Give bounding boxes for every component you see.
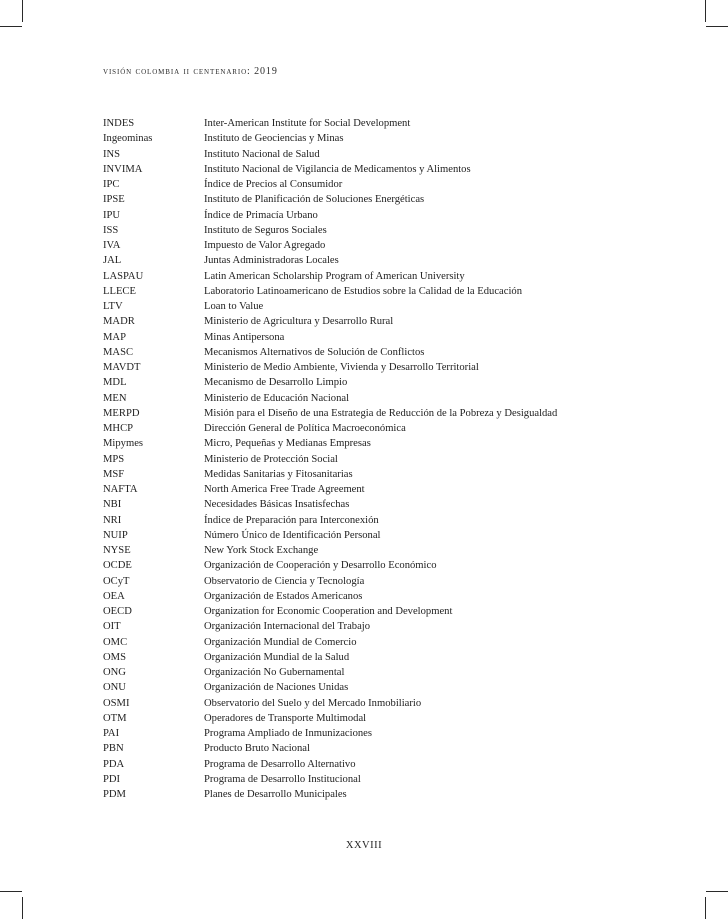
abbreviation-description: Programa de Desarrollo Alternativo (204, 758, 356, 770)
abbreviation-description: Ministerio de Medio Ambiente, Vivienda y Desarrollo Territorial (204, 362, 479, 373)
abbreviation-description: Organización de Estados Americanos (204, 590, 363, 602)
abbreviation-code: IPU (103, 209, 121, 221)
abbreviation-description: Necesidades Básicas Insatisfechas (204, 499, 350, 511)
abbreviation-description: Inter-American Institute for Social Development (204, 118, 411, 129)
abbreviation-code: LASPAU (103, 270, 144, 282)
crop-mark-top-right-horizontal (706, 26, 728, 27)
abbreviation-code: NAFTA (103, 484, 138, 495)
abbreviation-row (103, 177, 583, 192)
running-head: visión colombia ii centenario: 2019 (103, 66, 278, 77)
abbreviation-code: NYSE (103, 545, 131, 556)
abbreviation-row (103, 467, 583, 482)
abbreviation-row (103, 345, 583, 360)
abbreviation-code: INDES (103, 118, 135, 129)
abbreviation-description: Micro, Pequeñas y Medianas Empresas (204, 438, 371, 450)
abbreviation-row (103, 284, 583, 299)
abbreviation-code: MAVDT (103, 362, 141, 373)
abbreviation-code: PDM (103, 789, 126, 800)
crop-mark-bottom-right-horizontal (706, 891, 728, 892)
abbreviation-description: Misión para el Diseño de una Estrategia de Reducción de la Pobreza y Desigualdad (204, 407, 558, 419)
abbreviation-description: Minas Antipersona (204, 331, 285, 343)
abbreviation-row (103, 482, 583, 497)
abbreviation-code: OECD (103, 606, 132, 617)
abbreviation-code: INS (103, 148, 121, 160)
abbreviation-description: Número Único de Identificación Personal (204, 529, 381, 541)
abbreviation-list (103, 116, 583, 802)
abbreviation-description: Operadores de Transporte Multimodal (204, 712, 367, 724)
abbreviation-row (103, 131, 583, 146)
abbreviation-row (103, 772, 583, 787)
abbreviation-description: Organización de Naciones Unidas (204, 682, 349, 694)
abbreviation-description: Impuesto de Valor Agregado (204, 240, 326, 251)
abbreviation-description: Programa Ampliado de Inmunizaciones (204, 728, 372, 739)
crop-mark-bottom-left-horizontal (0, 891, 22, 892)
abbreviation-code: NBI (103, 499, 122, 511)
abbreviation-row (103, 421, 583, 436)
abbreviation-description: Ministerio de Protección Social (204, 453, 338, 465)
abbreviation-description: Organización de Cooperación y Desarrollo Económico (204, 560, 437, 572)
abbreviation-code: PDI (103, 773, 121, 785)
abbreviation-row (103, 452, 583, 467)
abbreviation-row (103, 711, 583, 726)
abbreviation-description: Observatorio de Ciencia y Tecnología (204, 575, 365, 587)
abbreviation-code: PDA (103, 758, 125, 770)
abbreviation-row (103, 330, 583, 345)
abbreviation-code: OEA (103, 590, 125, 602)
abbreviation-code: INVIMA (103, 163, 143, 175)
abbreviation-code: MAP (103, 331, 126, 343)
abbreviation-row (103, 635, 583, 650)
abbreviation-description: Mecanismo de Desarrollo Limpio (204, 377, 348, 389)
abbreviation-row (103, 162, 583, 177)
abbreviation-row (103, 650, 583, 665)
abbreviation-row (103, 436, 583, 451)
abbreviation-code: MEN (103, 392, 127, 404)
crop-mark-top-left-vertical (22, 0, 23, 22)
abbreviation-code: IPC (103, 179, 120, 190)
abbreviation-description: Organización No Gubernamental (204, 667, 345, 678)
abbreviation-description: Organización Mundial de Comercio (204, 636, 357, 648)
abbreviation-code: OMC (103, 636, 128, 648)
abbreviation-code: ONG (103, 667, 126, 678)
abbreviation-row (103, 208, 583, 223)
abbreviation-row (103, 406, 583, 421)
abbreviation-code: Ingeominas (103, 133, 153, 145)
abbreviation-code: LTV (103, 301, 123, 312)
abbreviation-description: New York Stock Exchange (204, 545, 319, 556)
abbreviation-row (103, 665, 583, 680)
abbreviation-description: Instituto Nacional de Vigilancia de Medicamentos y Alimentos (204, 163, 471, 175)
abbreviation-description: Índice de Preparación para Interconexión (204, 514, 379, 526)
abbreviation-row (103, 787, 583, 802)
abbreviation-row (103, 147, 583, 162)
abbreviation-description: Índice de Precios al Consumidor (204, 179, 343, 190)
abbreviation-description: Instituto de Seguros Sociales (204, 224, 327, 236)
abbreviation-code: LLECE (103, 285, 136, 297)
abbreviation-code: OMS (103, 651, 126, 663)
abbreviation-row (103, 619, 583, 634)
page-number: XXVIII (345, 840, 383, 851)
abbreviation-description: Ministerio de Agricultura y Desarrollo Rural (204, 316, 394, 328)
abbreviation-row (103, 558, 583, 573)
abbreviation-code: PAI (103, 728, 120, 739)
abbreviation-code: OIT (103, 621, 121, 633)
abbreviation-row (103, 238, 583, 253)
crop-mark-top-right-vertical (705, 0, 706, 22)
abbreviation-code: MHCP (103, 423, 134, 434)
abbreviation-description: Instituto Nacional de Salud (204, 148, 320, 160)
abbreviation-code: Mipymes (103, 438, 144, 450)
abbreviation-row (103, 680, 583, 695)
abbreviation-description: North America Free Trade Agreement (204, 484, 365, 495)
abbreviation-description: Dirección General de Política Macroeconómica (204, 423, 406, 434)
abbreviation-description: Instituto de Planificación de Soluciones Energéticas (204, 194, 425, 206)
abbreviation-code: ONU (103, 682, 126, 694)
abbreviation-description: Producto Bruto Nacional (204, 743, 310, 755)
abbreviation-description: Laboratorio Latinoamericano de Estudios sobre la Calidad de la Educación (204, 285, 522, 297)
abbreviation-description: Índice de Primacía Urbano (204, 209, 318, 221)
abbreviation-row (103, 360, 583, 375)
abbreviation-row (103, 543, 583, 558)
abbreviation-description: Juntas Administradoras Locales (204, 255, 339, 267)
abbreviation-description: Planes de Desarrollo Municipales (204, 789, 347, 800)
abbreviation-row (103, 528, 583, 543)
abbreviation-description: Instituto de Geociencias y Minas (204, 133, 344, 145)
abbreviation-description: Medidas Sanitarias y Fitosanitarias (204, 468, 353, 480)
abbreviation-code: ISS (103, 224, 119, 236)
abbreviation-row (103, 116, 583, 131)
abbreviation-code: OSMI (103, 697, 130, 709)
abbreviation-code: OCyT (103, 575, 130, 587)
crop-mark-top-left-horizontal (0, 26, 22, 27)
abbreviation-row (103, 253, 583, 268)
abbreviation-code: OTM (103, 712, 127, 724)
abbreviation-description: Organización Mundial de la Salud (204, 651, 350, 663)
abbreviation-description: Mecanismos Alternativos de Solución de Conflictos (204, 346, 425, 358)
abbreviation-row (103, 314, 583, 329)
abbreviation-row (103, 696, 583, 711)
abbreviation-row (103, 604, 583, 619)
abbreviation-row (103, 497, 583, 512)
abbreviation-row (103, 223, 583, 238)
abbreviation-code: MADR (103, 316, 135, 328)
abbreviation-code: OCDE (103, 560, 132, 572)
abbreviation-row (103, 726, 583, 741)
abbreviation-code: IVA (103, 240, 121, 251)
abbreviation-description: Organización Internacional del Trabajo (204, 621, 371, 633)
abbreviation-code: IPSE (103, 194, 125, 206)
abbreviation-code: MDL (103, 377, 127, 389)
abbreviation-code: PBN (103, 743, 124, 755)
abbreviation-description: Ministerio de Educación Nacional (204, 392, 350, 404)
abbreviation-row (103, 589, 583, 604)
abbreviation-code: MASC (103, 346, 134, 358)
abbreviation-code: MPS (103, 453, 125, 465)
abbreviation-description: Programa de Desarrollo Institucional (204, 773, 361, 785)
abbreviation-row (103, 375, 583, 390)
abbreviation-row (103, 299, 583, 314)
abbreviation-code: MSF (103, 468, 125, 480)
abbreviation-code: MERPD (103, 407, 140, 419)
abbreviation-row (103, 192, 583, 207)
abbreviation-row (103, 741, 583, 756)
crop-mark-bottom-right-vertical (705, 897, 706, 919)
abbreviation-description: Organization for Economic Cooperation and Development (204, 606, 453, 617)
abbreviation-description: Loan to Value (204, 301, 264, 312)
abbreviation-row (103, 757, 583, 772)
abbreviation-description: Latin American Scholarship Program of American University (204, 270, 465, 282)
abbreviation-code: NRI (103, 514, 122, 526)
crop-mark-bottom-left-vertical (22, 897, 23, 919)
abbreviation-code: JAL (103, 255, 122, 267)
abbreviation-row (103, 513, 583, 528)
abbreviation-row (103, 391, 583, 406)
abbreviation-row (103, 574, 583, 589)
abbreviation-row (103, 269, 583, 284)
abbreviation-code: NUIP (103, 529, 128, 541)
abbreviation-description: Observatorio del Suelo y del Mercado Inmobiliario (204, 697, 422, 709)
